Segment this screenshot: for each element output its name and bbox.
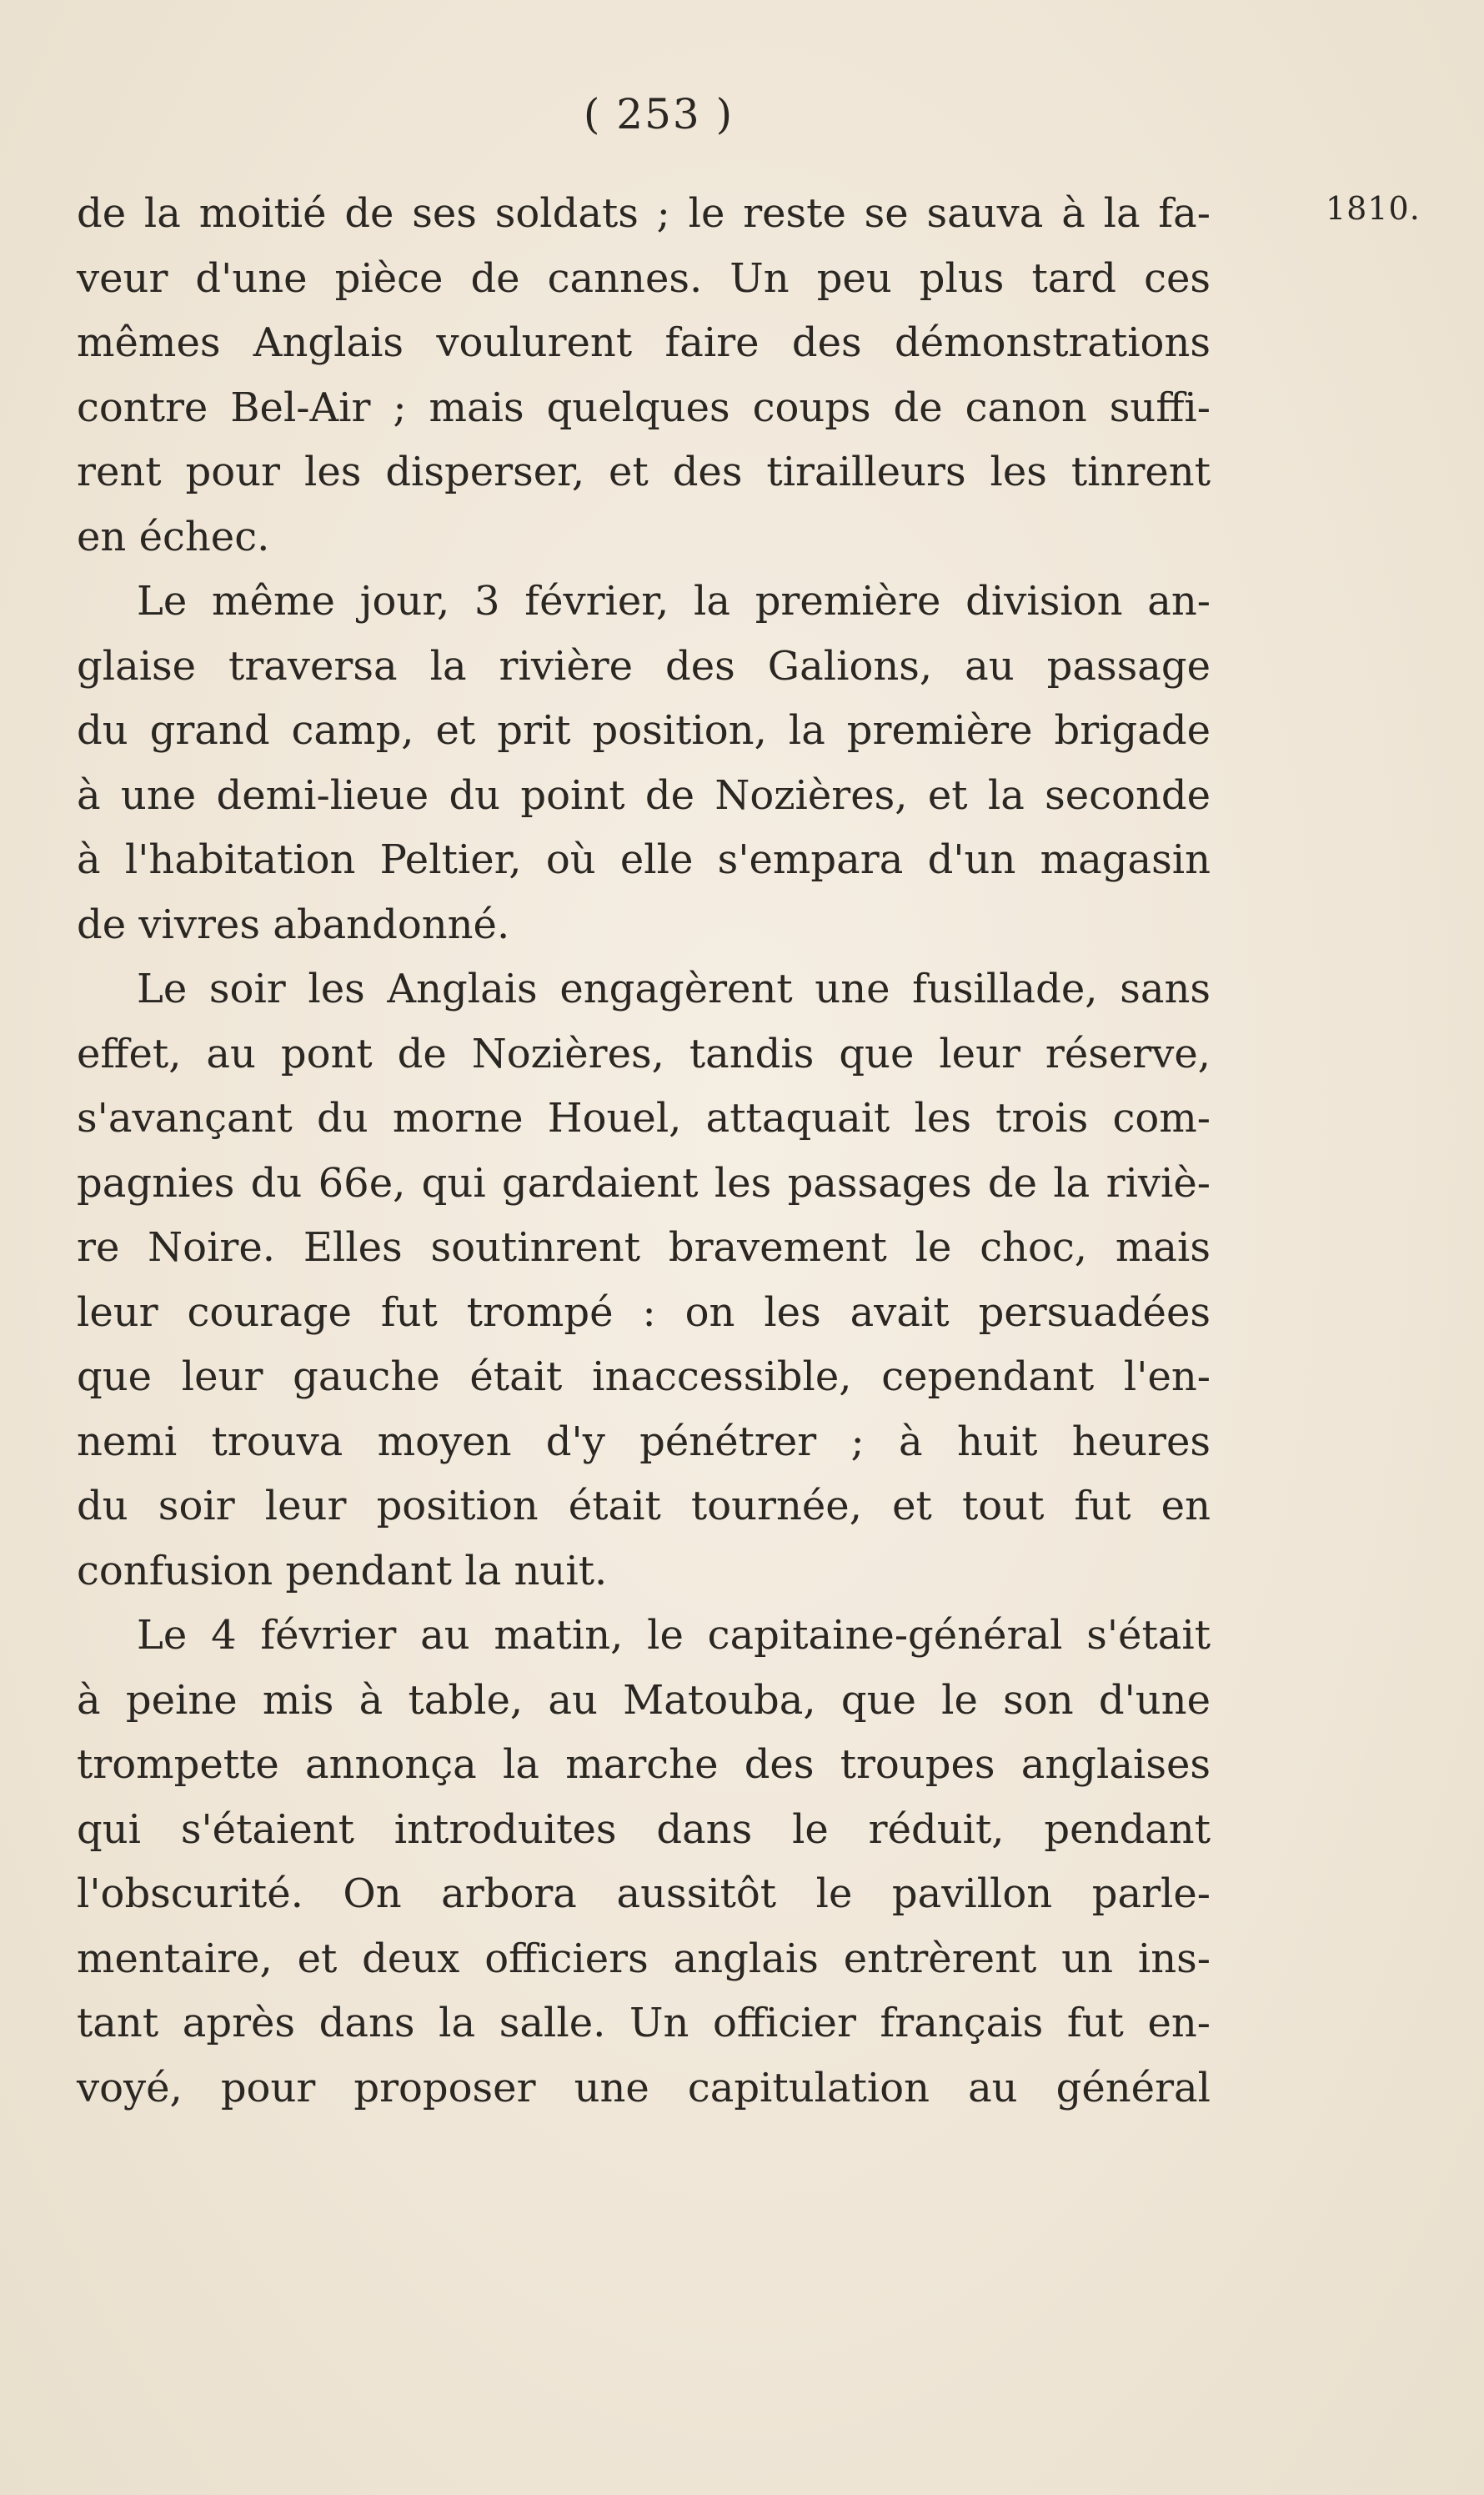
text-line: à l'habitation Peltier, où elle s'empara d'un magasin xyxy=(77,836,1211,883)
text-line: du grand camp, et prit position, la première brigade xyxy=(77,707,1211,754)
text-line: pagnies du 66e, qui gardaient les passages de la riviè- xyxy=(77,1159,1211,1207)
text-line: du soir leur position était tournée, et tout fut en xyxy=(77,1483,1211,1529)
text-line: re Noire. Elles soutinrent bravement le choc, mais xyxy=(77,1224,1211,1271)
text-line: en échec. xyxy=(77,513,270,560)
text-line: de la moitié de ses soldats ; le reste se sauva à la fa- xyxy=(77,190,1211,237)
text-line: mentaire, et deux officiers anglais entrèrent un ins- xyxy=(77,1935,1211,1982)
text-line: trompette annonça la marche des troupes anglaises xyxy=(77,1741,1211,1788)
text-line: qui s'étaient introduites dans le réduit, pendant xyxy=(77,1805,1211,1853)
text-line: rent pour les disperser, et des tirailleurs les tinrent xyxy=(77,449,1211,495)
paragraph-start-line: Le 4 février au matin, le capitaine-général s'était xyxy=(137,1612,1211,1659)
text-line: à peine mis à table, au Matouba, que le son d'une xyxy=(77,1676,1211,1724)
text-line: à une demi-lieue du point de Nozières, et la seconde xyxy=(77,771,1211,819)
text-line: glaise traversa la rivière des Galions, au passage xyxy=(77,642,1211,690)
text-line: que leur gauche était inaccessible, cependant l'en- xyxy=(77,1353,1211,1400)
text-line: veur d'une pièce de cannes. Un peu plus tard ces xyxy=(77,254,1211,302)
text-line: confusion pendant la nuit. xyxy=(77,1547,608,1594)
paragraph-start-line: Le soir les Anglais engagèrent une fusillade, sans xyxy=(137,966,1211,1012)
text-line: leur courage fut trompé : on les avait persuadées xyxy=(77,1288,1211,1336)
text-line: voyé, pour proposer une capitulation au général xyxy=(77,2064,1211,2111)
text-line: nemi trouva moyen d'y pénétrer ; à huit heures xyxy=(77,1418,1211,1465)
text-line: mêmes Anglais voulurent faire des démonstrations xyxy=(77,319,1211,366)
text-line: s'avançant du morne Houel, attaquait les trois com- xyxy=(77,1095,1211,1142)
paragraph-start-line: Le même jour, 3 février, la première division an- xyxy=(137,578,1211,625)
margin-year-note: 1810. xyxy=(1326,190,1421,227)
text-line: contre Bel-Air ; mais quelques coups de canon suffi- xyxy=(77,384,1211,431)
page-body-text xyxy=(77,182,1211,2121)
text-line: l'obscurité. On arbora aussitôt le pavillon parle- xyxy=(77,1870,1211,1917)
text-line: effet, au pont de Nozières, tandis que leur réserve, xyxy=(77,1030,1211,1077)
text-line: tant après dans la salle. Un officier français fut en- xyxy=(77,2000,1211,2046)
page-number: ( 253 ) xyxy=(583,90,734,138)
text-line: de vivres abandonné. xyxy=(77,901,510,948)
